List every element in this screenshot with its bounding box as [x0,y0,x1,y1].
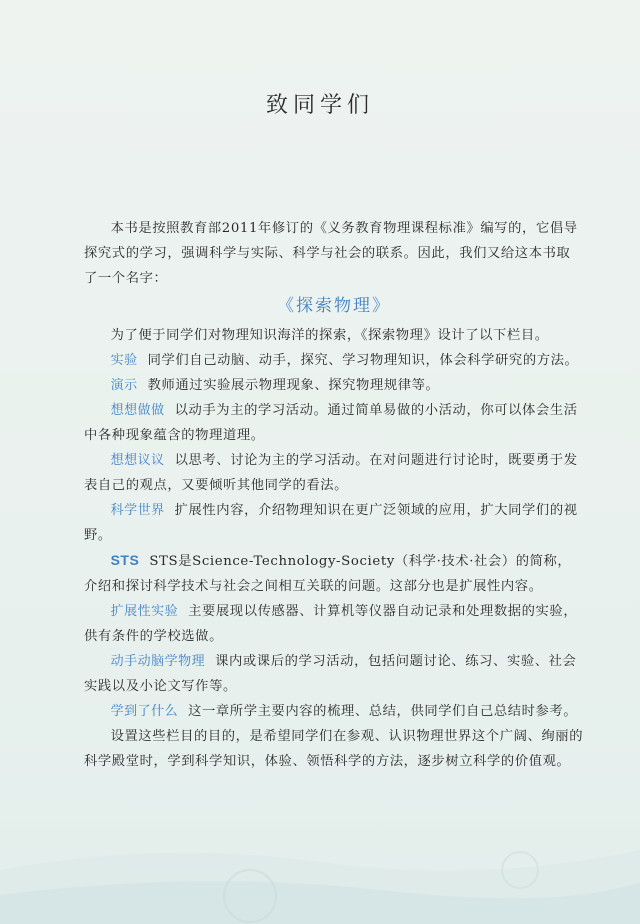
section-what-learned [84,699,584,724]
content-body [84,216,584,774]
section-think-do [84,398,584,448]
section-label: 演示 [110,378,138,393]
section-label: 想想做做 [110,403,165,418]
section-label: 扩展性实验 [110,604,179,619]
section-text: 以动手为主的学习活动。通过简单易做的小活动，你可以体会生活中各种现象蕴含的物理道理。 [84,403,578,443]
section-demo [84,373,584,398]
section-text: 教师通过实验展示物理现象、探究物理规律等。 [147,378,440,393]
section-label: STS [110,552,140,568]
section-extended-experiment [84,599,584,649]
intro-paragraph: 本书是按照教育部2011年修订的《义务教育物理课程标准》编写的，它倡导探究式的学习，强调科学与实际、科学与社会的联系。因此，我们又给这本书取了一个名字： [84,221,578,286]
section-label: 科学世界 [110,503,165,518]
section-text: 这一章所学主要内容的梳理、总结，供同学们自己总结时参考。 [188,704,578,719]
section-label: 想想议议 [110,453,165,468]
closing-paragraph: 设置这些栏目的目的，是希望同学们在参观、认识物理世界这个广阔、绚丽的科学殿堂时，学到科学知识，体验、领悟科学的方法，逐步树立科学的价值观。 [84,729,584,769]
section-text: 扩展性内容，介绍物理知识在更广泛领域的应用，扩大同学们的视野。 [84,503,578,543]
section-label: 实验 [110,353,138,368]
sections-intro: 为了便于同学们对物理知识海洋的探索，《探索物理》设计了以下栏目。 [110,328,549,343]
section-label: 学到了什么 [110,704,179,719]
book-name: 《探索物理》 [277,296,391,316]
section-hands-on [84,649,584,699]
section-sts [84,548,584,599]
section-label: 动手动脑学物理 [110,654,206,669]
section-text: 课内或课后的学习活动，包括问题讨论、练习、实验、社会实践以及小论文写作等。 [84,654,577,694]
section-text: 以思考、讨论为主的学习活动。在对问题进行讨论时，既要勇于发表自己的观点，又要倾听其他同学的看法。 [84,453,578,493]
section-text: STS是Science-Technology-Society（科学·技术·社会）的简称，介绍和探讨科学技术与社会之间相互关联的问题。这部分也是扩展性内容。 [84,554,572,594]
section-experiment [84,348,584,373]
page-title: 致同学们 [265,93,374,118]
section-text: 同学们自己动脑、动手，探究、学习物理知识，体会科学研究的方法。 [147,353,579,368]
section-science-world [84,498,584,548]
section-text: 主要展现以传感器、计算机等仪器自动记录和处理数据的实验，供有条件的学校选做。 [84,604,578,644]
section-think-discuss [84,448,584,498]
decorative-background-art [0,800,640,924]
